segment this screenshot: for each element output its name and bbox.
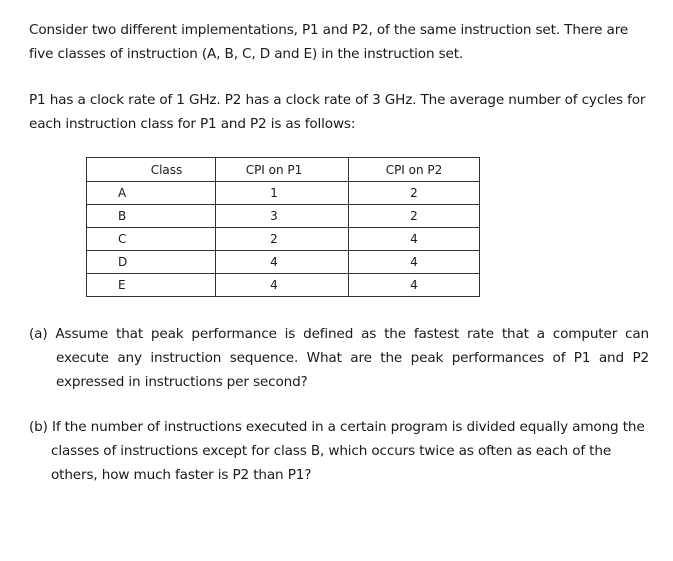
table-row <box>87 205 480 228</box>
table-row <box>87 182 480 205</box>
table-row <box>87 274 480 297</box>
intro-paragraph: Consider two different implementations, P1 and P2, of the same instruction set. There are five classes of instruction (A, B, C, D and E) in the instruction set. <box>29 22 629 62</box>
question-b <box>29 415 649 487</box>
cell-cpi-p1: 3 <box>216 205 349 228</box>
cell-class: A <box>87 182 216 205</box>
cell-cpi-p2: 2 <box>349 182 480 205</box>
question-a-text: (a) Assume that peak performance is defined as the fastest rate that a computer can execute any instruction sequence. What are the peak performances of P1 and P2 expressed in instructions per second? <box>29 326 649 390</box>
header-cpi-p2: CPI on P2 <box>349 158 480 182</box>
cell-cpi-p1: 1 <box>216 182 349 205</box>
header-cpi-p1: CPI on P1 <box>216 158 349 182</box>
table-header-row <box>87 158 480 182</box>
cell-cpi-p2: 4 <box>349 228 480 251</box>
cell-cpi-p1: 4 <box>216 274 349 297</box>
cell-cpi-p2: 2 <box>349 205 480 228</box>
header-class: Class <box>87 158 216 182</box>
cell-class: B <box>87 205 216 228</box>
table-row <box>87 228 480 251</box>
question-b-text: (b) If the number of instructions executed in a certain program is divided equally among the classes of instructions except for class B, which occurs twice as often as each of the others, how much faster is P2 than P1? <box>29 419 645 483</box>
cell-class: E <box>87 274 216 297</box>
cpi-table <box>86 157 480 297</box>
clock-rate-paragraph: P1 has a clock rate of 1 GHz. P2 has a clock rate of 3 GHz. The average number of cycles for each instruction class for P1 and P2 is as follows: <box>29 92 646 132</box>
table-row <box>87 251 480 274</box>
question-a <box>29 322 649 394</box>
cell-cpi-p1: 2 <box>216 228 349 251</box>
cell-class: D <box>87 251 216 274</box>
cell-cpi-p2: 4 <box>349 274 480 297</box>
cell-cpi-p2: 4 <box>349 251 480 274</box>
cell-cpi-p1: 4 <box>216 251 349 274</box>
cell-class: C <box>87 228 216 251</box>
